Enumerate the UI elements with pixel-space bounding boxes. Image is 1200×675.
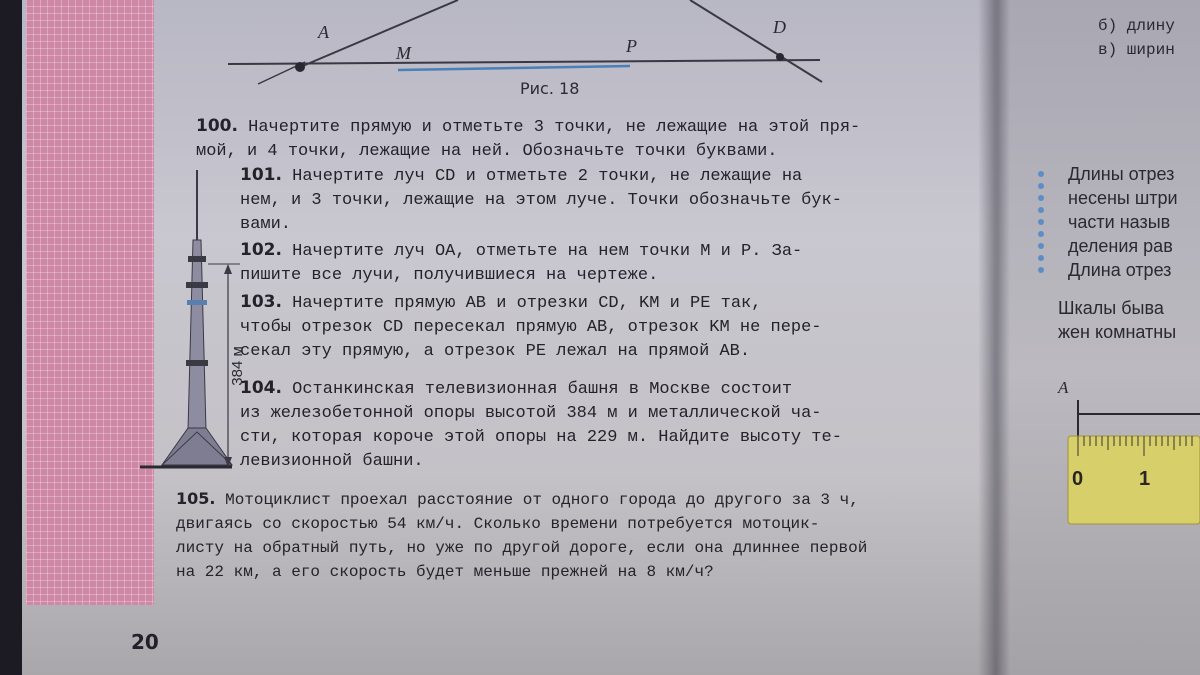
point-a-label: A xyxy=(318,22,329,42)
problem-line: Начертите луч CD и отметьте 2 точки, не лежащие на xyxy=(292,167,803,186)
problem-line: Начертите прямую и отметьте 3 точки, не лежащие на этой пря- xyxy=(248,118,861,137)
problem-103 xyxy=(240,290,822,364)
book-gutter xyxy=(978,0,1010,675)
ruler-number-0: 0 xyxy=(1072,468,1084,490)
problem-line: Начертите прямую AB и отрезки CD, KM и PE так, xyxy=(292,294,762,313)
ruler-drawing xyxy=(1050,380,1200,530)
figure-18-diagram xyxy=(0,0,980,100)
text-line: Длина отрез xyxy=(1068,260,1172,280)
point-p-label: P xyxy=(626,36,637,56)
problem-number: 105. xyxy=(176,489,216,508)
problem-line: сти, которая короче этой опоры на 229 м. Найдите высоту те- xyxy=(240,428,842,447)
right-page-top-lines xyxy=(1098,14,1175,62)
problem-line: секал эту прямую, а отрезок PE лежал на прямой AB. xyxy=(240,342,751,361)
tv-tower-illustration xyxy=(140,170,250,480)
problem-100 xyxy=(196,114,860,164)
text-line: деления рав xyxy=(1068,236,1173,256)
problem-number: 102. xyxy=(240,240,282,260)
figure-caption: Рис. 18 xyxy=(520,79,580,98)
problem-number: 100. xyxy=(196,116,238,136)
problem-line: чтобы отрезок CD пересекал прямую AB, отрезок KM не пере- xyxy=(240,318,822,337)
problem-line: нем, и 3 точки, лежащие на этом луче. Точки обозначьте бук- xyxy=(240,191,842,210)
text-line: в) ширин xyxy=(1098,41,1175,59)
problem-line: Останкинская телевизионная башня в Москве состоит xyxy=(292,380,793,399)
text-line: Шкалы быва xyxy=(1058,298,1164,318)
problem-line: левизионной башни. xyxy=(240,452,424,471)
problem-line: Мотоциклист проехал расстояние от одного города до другого за 3 ч, xyxy=(225,491,859,509)
problem-line: на 22 км, а его скорость будет меньше прежней на 8 км/ч? xyxy=(176,563,714,581)
point-m-label: M xyxy=(396,43,411,63)
text-line: части назыв xyxy=(1068,212,1171,232)
problem-number: 101. xyxy=(240,165,282,185)
problem-line: вами. xyxy=(240,215,292,234)
ruler-point-a-label: A xyxy=(1058,378,1069,397)
ruler-number-1: 1 xyxy=(1139,468,1151,490)
problem-line: пишите все лучи, получившиеся на чертеже. xyxy=(240,266,659,285)
problem-line: двигаясь со скоростью 54 км/ч. Сколько времени потребуется мотоцик- xyxy=(176,515,820,533)
problem-number: 104. xyxy=(240,378,282,398)
text-line: несены штри xyxy=(1068,188,1178,208)
problem-105 xyxy=(176,487,867,584)
problem-line: из железобетонной опоры высотой 384 м и металлической ча- xyxy=(240,404,822,423)
page-number: 20 xyxy=(131,630,159,654)
point-d-label: D xyxy=(773,17,786,37)
problem-line: мой, и 4 точки, лежащие на ней. Обозначьте точки буквами. xyxy=(196,142,778,161)
right-page-definition xyxy=(1068,162,1178,282)
text-line: Длины отрез xyxy=(1068,164,1175,184)
text-line: жен комнатны xyxy=(1058,322,1177,342)
problem-101 xyxy=(240,163,842,237)
text-line: б) длину xyxy=(1098,17,1175,35)
tower-height-label: 384 м xyxy=(229,346,246,386)
problem-line: Начертите луч OA, отметьте на нем точки M и P. За- xyxy=(292,242,803,261)
problem-102 xyxy=(240,238,802,288)
problem-104 xyxy=(240,376,842,474)
problem-line: листу на обратный путь, но уже по другой дороге, если она длиннее первой xyxy=(176,539,868,557)
dotted-margin-marker xyxy=(1034,166,1048,276)
right-page-scales xyxy=(1058,296,1176,344)
problem-number: 103. xyxy=(240,292,282,312)
